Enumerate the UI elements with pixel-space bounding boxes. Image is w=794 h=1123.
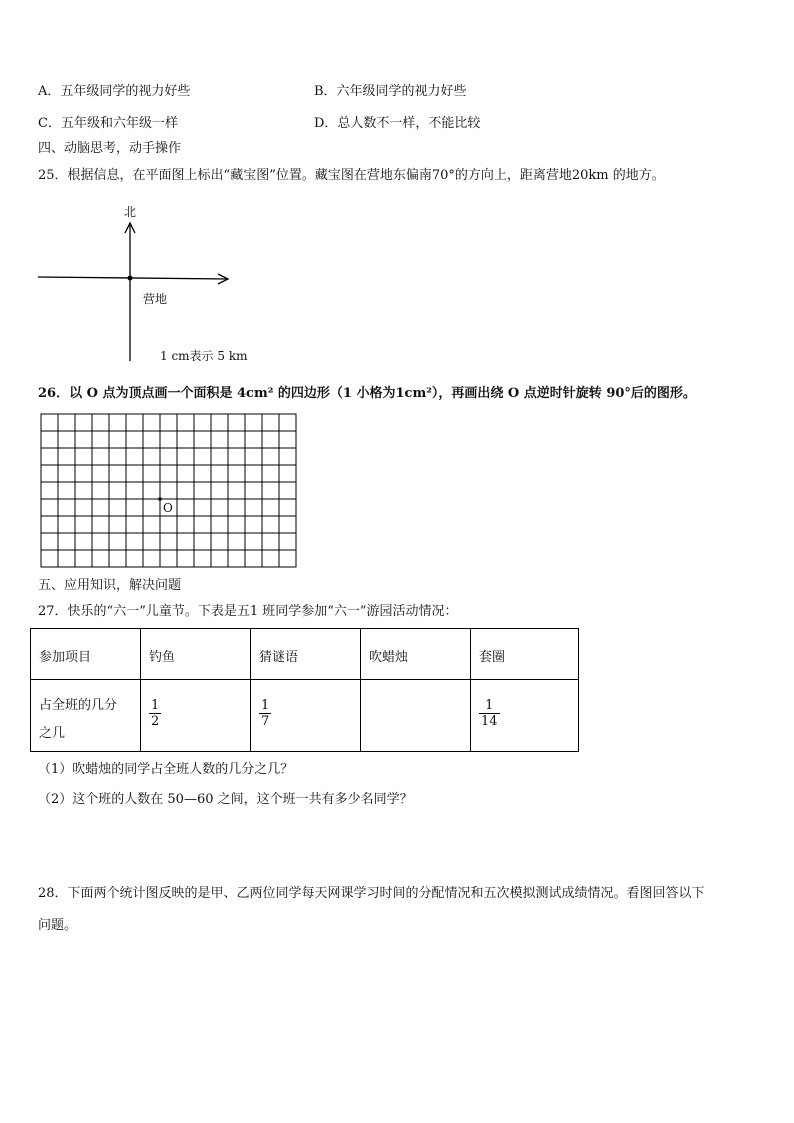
point-o-label: O xyxy=(163,501,173,515)
section-4-heading: 四、动脑思考，动手操作 xyxy=(38,141,182,156)
scale-label: 1 cm表示 5 km xyxy=(160,349,248,363)
square-grid[interactable] xyxy=(40,413,300,573)
header-label: 参加项目 xyxy=(39,650,92,665)
option-d: D．总人数不一样，不能比较 xyxy=(314,116,481,131)
table-row-header xyxy=(31,629,579,680)
fraction-denominator: 14 xyxy=(481,714,498,729)
fraction-fishing xyxy=(149,698,161,729)
compass-diagram xyxy=(30,195,270,370)
row-label-line-2: 之几 xyxy=(39,726,66,741)
option-c: C．五年级和六年级一样 xyxy=(38,116,178,131)
question-28-line-2: 问题。 xyxy=(38,918,78,933)
question-26: 26．以 O 点为顶点画一个面积是 4cm² 的四边形（1 小格为1cm²），再画出绕 O 点逆时针旋转 90°后的图形。 xyxy=(38,386,696,401)
fraction-ring-toss xyxy=(479,698,500,729)
option-a: A．五年级同学的视力好些 xyxy=(38,84,191,99)
question-27-part-2: （2）这个班的人数在 50—60 之间，这个班一共有多少名同学？ xyxy=(38,792,413,807)
question-27-part-1: （1）吹蜡烛的同学占全班人数的几分之几？ xyxy=(38,762,294,777)
row-label xyxy=(31,680,140,748)
fraction-numerator: 1 xyxy=(261,698,270,713)
east-west-axis xyxy=(38,277,228,279)
fraction-numerator: 1 xyxy=(151,698,160,713)
item-candles: 吹蜡烛 xyxy=(369,650,409,665)
camp-point xyxy=(128,276,133,281)
point-o xyxy=(158,497,162,501)
question-28-line-1: 28．下面两个统计图反映的是甲、乙两位同学每天网课学习时间的分配情况和五次模拟测试成绩情况。看图回答以下 xyxy=(38,886,705,901)
row-label-line-1: 占全班的几分 xyxy=(39,698,118,713)
item-fishing: 钓鱼 xyxy=(149,650,176,665)
option-b: B．六年级同学的视力好些 xyxy=(314,84,467,99)
fraction-denominator: 7 xyxy=(261,714,270,729)
question-27: 27．快乐的“六一”儿童节。下表是五1 班同学参加“六一”游园活动情况： xyxy=(38,604,458,619)
item-ring-toss: 套圈 xyxy=(479,650,506,665)
question-25: 25．根据信息，在平面图上标出“藏宝图”位置。藏宝图在营地东偏南70°的方向上，距离营地20km 的地方。 xyxy=(38,168,665,183)
camp-label: 营地 xyxy=(143,292,168,306)
fraction-denominator: 2 xyxy=(151,714,160,729)
north-label: 北 xyxy=(124,205,137,219)
blank-answer-cell[interactable] xyxy=(361,680,471,752)
fraction-numerator: 1 xyxy=(485,698,494,713)
section-5-heading: 五、应用知识，解决问题 xyxy=(38,578,182,593)
table-row-fractions xyxy=(31,680,579,752)
activity-table xyxy=(30,628,579,752)
fraction-riddles xyxy=(259,698,271,729)
item-riddles: 猜谜语 xyxy=(259,650,299,665)
